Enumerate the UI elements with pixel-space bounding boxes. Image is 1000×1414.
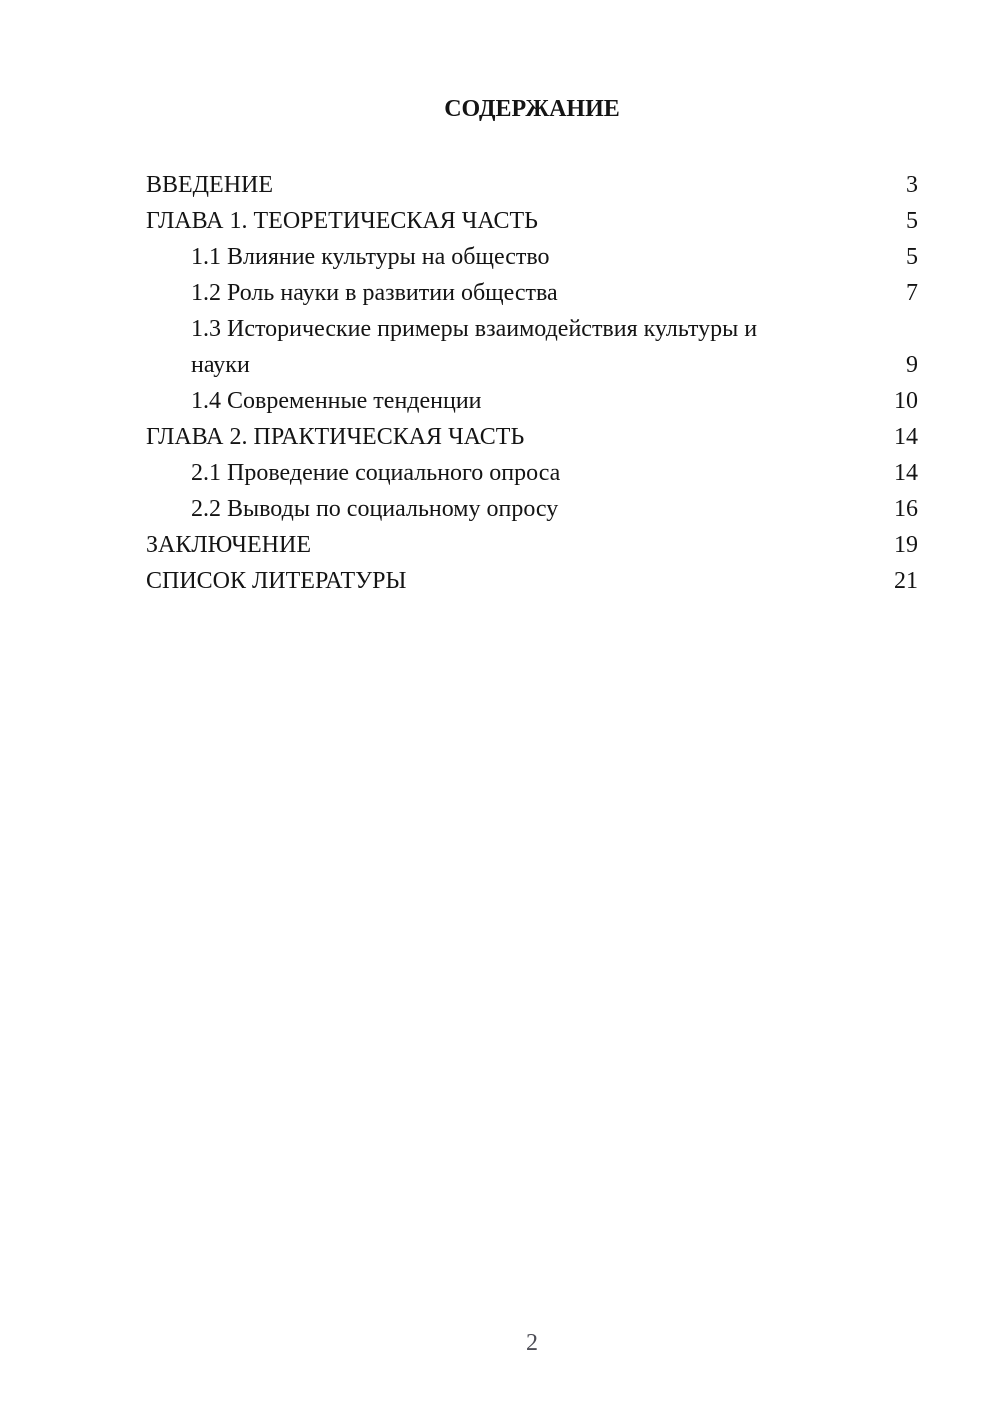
toc-entry-page-number: 5 xyxy=(906,244,918,270)
toc-entry-page-number: 9 xyxy=(906,352,918,378)
toc-row xyxy=(146,491,918,527)
toc-row xyxy=(146,383,918,419)
toc-row xyxy=(146,275,918,311)
toc-entry-page-number: 7 xyxy=(906,280,918,306)
toc-entry-label: СПИСОК ЛИТЕРАТУРЫ xyxy=(146,568,407,594)
toc-entry-label: 2.1 Проведение социального опроса xyxy=(191,460,561,486)
toc-entry-page-number: 10 xyxy=(894,388,918,414)
toc-entry-page-number: 14 xyxy=(894,424,918,450)
toc-entry-page-number: 14 xyxy=(894,460,918,486)
page-title: СОДЕРЖАНИЕ xyxy=(444,96,620,122)
toc-entry-label: 1.2 Роль науки в развитии общества xyxy=(191,280,558,306)
page-footer xyxy=(146,1325,918,1361)
table-of-contents xyxy=(146,167,918,599)
toc-entry-page-number: 21 xyxy=(894,568,918,594)
document-page xyxy=(146,91,918,599)
toc-row xyxy=(146,563,918,599)
toc-entry-label: 1.1 Влияние культуры на общество xyxy=(191,244,550,270)
toc-entry-label: ЗАКЛЮЧЕНИЕ xyxy=(146,532,311,558)
toc-row xyxy=(146,419,918,455)
toc-row xyxy=(146,203,918,239)
toc-entry-page-number: 3 xyxy=(906,172,918,198)
toc-entry-page-number: 16 xyxy=(894,496,918,522)
toc-entry-label: 2.2 Выводы по социальному опросу xyxy=(191,496,559,522)
toc-entry-label: 1.4 Современные тенденции xyxy=(191,388,482,414)
toc-row xyxy=(146,167,918,203)
toc-entry-page-number: 19 xyxy=(894,532,918,558)
toc-row xyxy=(146,527,918,563)
toc-entry-label: ГЛАВА 1. ТЕОРЕТИЧЕСКАЯ ЧАСТЬ xyxy=(146,208,538,234)
toc-row xyxy=(146,455,918,491)
toc-entry-page-number: 5 xyxy=(906,208,918,234)
toc-entry-label: ГЛАВА 2. ПРАКТИЧЕСКАЯ ЧАСТЬ xyxy=(146,424,525,450)
page-number: 2 xyxy=(526,1330,538,1356)
toc-row xyxy=(146,311,918,383)
toc-entry-label: ВВЕДЕНИЕ xyxy=(146,172,274,198)
toc-row xyxy=(146,239,918,275)
toc-entry-label: 1.3 Исторические примеры взаимодействия культуры и науки xyxy=(191,316,758,378)
